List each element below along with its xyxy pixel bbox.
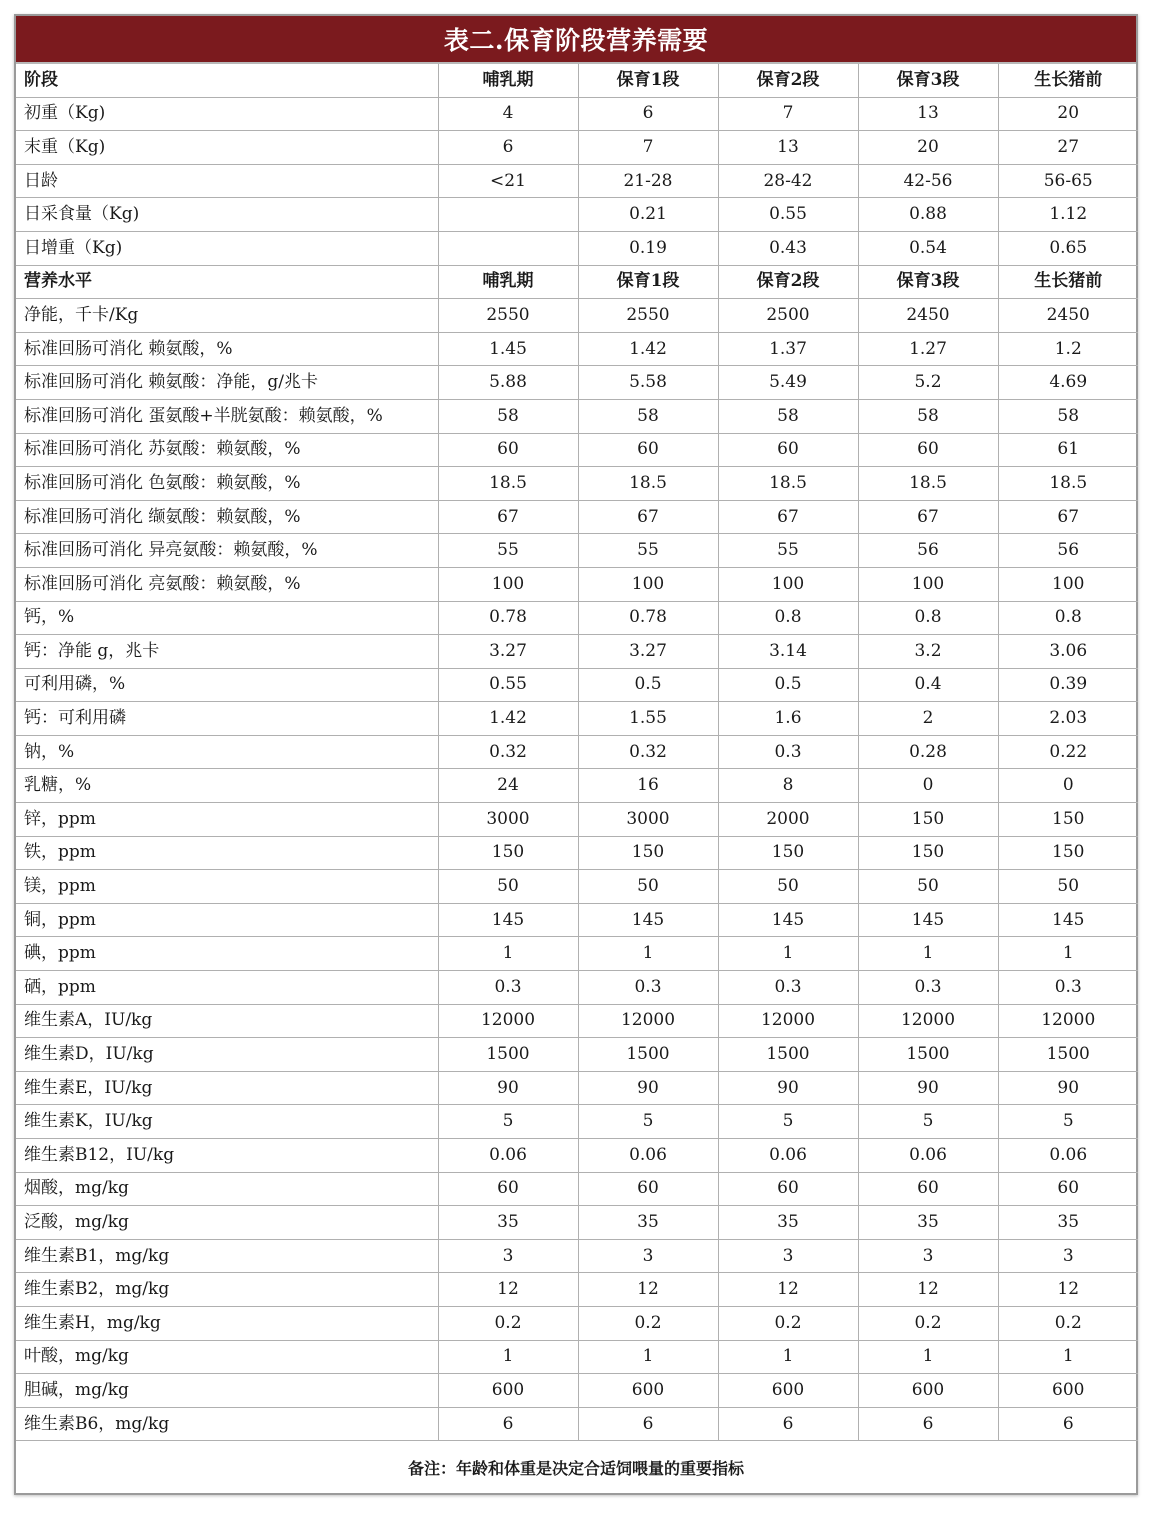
value-cell: 145 bbox=[718, 903, 858, 937]
value-cell: 50 bbox=[578, 870, 718, 904]
value-cell: 150 bbox=[998, 803, 1138, 837]
value-cell: 90 bbox=[998, 1071, 1138, 1105]
value-cell: 0.2 bbox=[438, 1306, 578, 1340]
value-cell: 6 bbox=[858, 1407, 998, 1441]
value-cell: 3.06 bbox=[998, 635, 1138, 669]
row-label-cell: 维生素K，IU/kg bbox=[16, 1105, 438, 1139]
value-cell: 3000 bbox=[578, 803, 718, 837]
row-label-cell: 初重（Kg) bbox=[16, 97, 438, 131]
table-row bbox=[16, 366, 1138, 400]
row-label-cell: 标准回肠可消化 赖氨酸：净能，g/兆卡 bbox=[16, 366, 438, 400]
value-cell: 0.06 bbox=[998, 1139, 1138, 1173]
value-cell: 0.55 bbox=[718, 198, 858, 232]
value-cell: 12 bbox=[438, 1273, 578, 1307]
value-cell: 100 bbox=[438, 567, 578, 601]
table-row bbox=[16, 1306, 1138, 1340]
value-cell: 24 bbox=[438, 769, 578, 803]
value-cell: 42-56 bbox=[858, 164, 998, 198]
value-cell: 1500 bbox=[718, 1038, 858, 1072]
value-cell: 3000 bbox=[438, 803, 578, 837]
value-cell: 6 bbox=[578, 1407, 718, 1441]
row-label-cell: 锌，ppm bbox=[16, 803, 438, 837]
value-cell: 0.3 bbox=[718, 971, 858, 1005]
value-cell: 3 bbox=[998, 1239, 1138, 1273]
value-cell: 0.8 bbox=[998, 601, 1138, 635]
row-label-cell: 营养水平 bbox=[16, 265, 438, 299]
table-row bbox=[16, 299, 1138, 333]
value-cell: 67 bbox=[998, 500, 1138, 534]
value-cell: 12 bbox=[998, 1273, 1138, 1307]
row-label-cell: 标准回肠可消化 亮氨酸：赖氨酸，% bbox=[16, 567, 438, 601]
row-label-cell: 标准回肠可消化 苏氨酸：赖氨酸，% bbox=[16, 433, 438, 467]
value-cell: 0.43 bbox=[718, 231, 858, 265]
row-label-cell: 铁，ppm bbox=[16, 836, 438, 870]
value-cell: 6 bbox=[998, 1407, 1138, 1441]
row-label-cell: 钙：可利用磷 bbox=[16, 702, 438, 736]
header-cell: 保育2段 bbox=[718, 64, 858, 97]
value-cell: 0.65 bbox=[998, 231, 1138, 265]
value-cell: 1.42 bbox=[578, 332, 718, 366]
value-cell: 35 bbox=[998, 1206, 1138, 1240]
value-cell: <21 bbox=[438, 164, 578, 198]
value-cell: 90 bbox=[578, 1071, 718, 1105]
value-cell: 7 bbox=[578, 131, 718, 165]
value-cell: 50 bbox=[438, 870, 578, 904]
value-cell: 60 bbox=[578, 433, 718, 467]
value-cell: 12 bbox=[578, 1273, 718, 1307]
value-cell: 1.2 bbox=[998, 332, 1138, 366]
value-cell: 1 bbox=[718, 1340, 858, 1374]
value-cell: 保育1段 bbox=[578, 265, 718, 299]
table-row bbox=[16, 903, 1138, 937]
value-cell: 5.49 bbox=[718, 366, 858, 400]
table-row bbox=[16, 1206, 1138, 1240]
table-row bbox=[16, 971, 1138, 1005]
value-cell: 12000 bbox=[718, 1004, 858, 1038]
value-cell: 12 bbox=[858, 1273, 998, 1307]
value-cell: 1.37 bbox=[718, 332, 858, 366]
value-cell: 1500 bbox=[998, 1038, 1138, 1072]
value-cell: 600 bbox=[718, 1374, 858, 1408]
value-cell: 60 bbox=[858, 433, 998, 467]
value-cell: 3.14 bbox=[718, 635, 858, 669]
table-body bbox=[16, 64, 1138, 1441]
value-cell: 50 bbox=[998, 870, 1138, 904]
value-cell: 0.8 bbox=[718, 601, 858, 635]
value-cell: 保育3段 bbox=[858, 265, 998, 299]
value-cell: 1 bbox=[718, 937, 858, 971]
table-row bbox=[16, 131, 1138, 165]
row-label-cell: 标准回肠可消化 异亮氨酸：赖氨酸，% bbox=[16, 534, 438, 568]
value-cell: 100 bbox=[578, 567, 718, 601]
value-cell: 1.42 bbox=[438, 702, 578, 736]
value-cell: 1 bbox=[578, 1340, 718, 1374]
value-cell: 56 bbox=[858, 534, 998, 568]
table-row bbox=[16, 702, 1138, 736]
table-row bbox=[16, 870, 1138, 904]
value-cell: 0.54 bbox=[858, 231, 998, 265]
table-frame bbox=[14, 14, 1138, 1495]
value-cell: 60 bbox=[718, 1172, 858, 1206]
value-cell: 1 bbox=[438, 937, 578, 971]
row-label-cell: 镁，ppm bbox=[16, 870, 438, 904]
table-row bbox=[16, 1105, 1138, 1139]
value-cell: 150 bbox=[858, 836, 998, 870]
value-cell: 1500 bbox=[858, 1038, 998, 1072]
value-cell: 20 bbox=[998, 97, 1138, 131]
table-row bbox=[16, 1004, 1138, 1038]
value-cell: 1.12 bbox=[998, 198, 1138, 232]
value-cell: 600 bbox=[858, 1374, 998, 1408]
value-cell: 145 bbox=[438, 903, 578, 937]
header-cell: 哺乳期 bbox=[438, 64, 578, 97]
value-cell: 0.06 bbox=[718, 1139, 858, 1173]
value-cell: 0.3 bbox=[438, 971, 578, 1005]
row-label-cell: 日采食量（Kg) bbox=[16, 198, 438, 232]
value-cell: 16 bbox=[578, 769, 718, 803]
value-cell: 55 bbox=[578, 534, 718, 568]
row-label-cell: 乳糖，% bbox=[16, 769, 438, 803]
value-cell: 0.39 bbox=[998, 668, 1138, 702]
row-label-cell: 维生素E，IU/kg bbox=[16, 1071, 438, 1105]
value-cell: 7 bbox=[718, 97, 858, 131]
value-cell: 生长猪前 bbox=[998, 265, 1138, 299]
value-cell: 0.55 bbox=[438, 668, 578, 702]
value-cell: 60 bbox=[438, 1172, 578, 1206]
table-row bbox=[16, 601, 1138, 635]
table-title: 表二.保育阶段营养需要 bbox=[16, 16, 1136, 64]
value-cell: 5 bbox=[718, 1105, 858, 1139]
value-cell: 0.06 bbox=[858, 1139, 998, 1173]
value-cell: 90 bbox=[438, 1071, 578, 1105]
value-cell: 18.5 bbox=[998, 467, 1138, 501]
row-label-cell: 维生素B1，mg/kg bbox=[16, 1239, 438, 1273]
row-label-cell: 可利用磷，% bbox=[16, 668, 438, 702]
nutrition-table bbox=[16, 64, 1138, 1441]
value-cell: 5 bbox=[578, 1105, 718, 1139]
row-label-cell: 标准回肠可消化 赖氨酸，% bbox=[16, 332, 438, 366]
value-cell: 145 bbox=[858, 903, 998, 937]
value-cell: 0.78 bbox=[438, 601, 578, 635]
value-cell: 1.55 bbox=[578, 702, 718, 736]
value-cell: 28-42 bbox=[718, 164, 858, 198]
value-cell: 0.4 bbox=[858, 668, 998, 702]
table-row bbox=[16, 1340, 1138, 1374]
value-cell: 0.5 bbox=[718, 668, 858, 702]
value-cell: 1500 bbox=[438, 1038, 578, 1072]
value-cell: 2 bbox=[858, 702, 998, 736]
table-row bbox=[16, 500, 1138, 534]
value-cell: 12000 bbox=[858, 1004, 998, 1038]
row-label-cell: 硒，ppm bbox=[16, 971, 438, 1005]
value-cell: 600 bbox=[438, 1374, 578, 1408]
table-row bbox=[16, 836, 1138, 870]
value-cell: 2550 bbox=[438, 299, 578, 333]
header-cell: 阶段 bbox=[16, 64, 438, 97]
value-cell: 12000 bbox=[578, 1004, 718, 1038]
table-row bbox=[16, 198, 1138, 232]
value-cell: 100 bbox=[858, 567, 998, 601]
table-row bbox=[16, 567, 1138, 601]
value-cell: 60 bbox=[998, 1172, 1138, 1206]
value-cell: 0.2 bbox=[578, 1306, 718, 1340]
value-cell: 1 bbox=[858, 1340, 998, 1374]
row-label-cell: 叶酸，mg/kg bbox=[16, 1340, 438, 1374]
row-label-cell: 胆碱，mg/kg bbox=[16, 1374, 438, 1408]
value-cell: 哺乳期 bbox=[438, 265, 578, 299]
value-cell: 0 bbox=[998, 769, 1138, 803]
value-cell: 2550 bbox=[578, 299, 718, 333]
value-cell: 1 bbox=[578, 937, 718, 971]
value-cell: 12000 bbox=[438, 1004, 578, 1038]
value-cell: 2450 bbox=[998, 299, 1138, 333]
row-label-cell: 碘，ppm bbox=[16, 937, 438, 971]
value-cell: 67 bbox=[718, 500, 858, 534]
value-cell: 50 bbox=[858, 870, 998, 904]
value-cell: 600 bbox=[998, 1374, 1138, 1408]
value-cell: 0.06 bbox=[438, 1139, 578, 1173]
table-note: 备注：年龄和体重是决定合适饲喂量的重要指标 bbox=[407, 1458, 744, 1478]
table-row bbox=[16, 534, 1138, 568]
value-cell: 0.28 bbox=[858, 735, 998, 769]
value-cell: 0.06 bbox=[578, 1139, 718, 1173]
value-cell: 56 bbox=[998, 534, 1138, 568]
value-cell: 6 bbox=[578, 97, 718, 131]
value-cell: 8 bbox=[718, 769, 858, 803]
value-cell: 5.2 bbox=[858, 366, 998, 400]
value-cell: 2000 bbox=[718, 803, 858, 837]
value-cell: 150 bbox=[578, 836, 718, 870]
value-cell: 0.5 bbox=[578, 668, 718, 702]
table-row bbox=[16, 668, 1138, 702]
value-cell: 35 bbox=[578, 1206, 718, 1240]
row-label-cell: 净能，千卡/Kg bbox=[16, 299, 438, 333]
row-label-cell: 标准回肠可消化 缬氨酸：赖氨酸，% bbox=[16, 500, 438, 534]
value-cell: 55 bbox=[438, 534, 578, 568]
value-cell: 4 bbox=[438, 97, 578, 131]
value-cell: 0.3 bbox=[858, 971, 998, 1005]
value-cell: 3 bbox=[858, 1239, 998, 1273]
value-cell: 3 bbox=[718, 1239, 858, 1273]
row-label-cell: 维生素A，IU/kg bbox=[16, 1004, 438, 1038]
value-cell: 1500 bbox=[578, 1038, 718, 1072]
row-label-cell: 维生素H，mg/kg bbox=[16, 1306, 438, 1340]
row-label-cell: 维生素B12，IU/kg bbox=[16, 1139, 438, 1173]
value-cell: 0.3 bbox=[998, 971, 1138, 1005]
value-cell: 6 bbox=[438, 131, 578, 165]
value-cell: 0.3 bbox=[718, 735, 858, 769]
table-row bbox=[16, 399, 1138, 433]
value-cell: 4.69 bbox=[998, 366, 1138, 400]
value-cell: 18.5 bbox=[718, 467, 858, 501]
value-cell: 12000 bbox=[998, 1004, 1138, 1038]
value-cell: 1 bbox=[998, 937, 1138, 971]
value-cell: 3.27 bbox=[438, 635, 578, 669]
table-row bbox=[16, 735, 1138, 769]
row-label-cell: 标准回肠可消化 蛋氨酸+半胱氨酸：赖氨酸，% bbox=[16, 399, 438, 433]
table-row bbox=[16, 164, 1138, 198]
value-cell: 35 bbox=[858, 1206, 998, 1240]
row-label-cell: 烟酸，mg/kg bbox=[16, 1172, 438, 1206]
value-cell: 0 bbox=[858, 769, 998, 803]
value-cell: 5.88 bbox=[438, 366, 578, 400]
table-row bbox=[16, 97, 1138, 131]
value-cell: 0.22 bbox=[998, 735, 1138, 769]
row-label-cell: 维生素B6，mg/kg bbox=[16, 1407, 438, 1441]
table-row bbox=[16, 231, 1138, 265]
row-label-cell: 日增重（Kg) bbox=[16, 231, 438, 265]
header-cell: 保育1段 bbox=[578, 64, 718, 97]
value-cell: 5 bbox=[998, 1105, 1138, 1139]
row-label-cell: 钠，% bbox=[16, 735, 438, 769]
value-cell: 67 bbox=[858, 500, 998, 534]
value-cell bbox=[438, 231, 578, 265]
value-cell: 5.58 bbox=[578, 366, 718, 400]
header-cell: 生长猪前 bbox=[998, 64, 1138, 97]
value-cell bbox=[438, 198, 578, 232]
value-cell: 6 bbox=[718, 1407, 858, 1441]
value-cell: 56-65 bbox=[998, 164, 1138, 198]
value-cell: 12 bbox=[718, 1273, 858, 1307]
row-label-cell: 泛酸，mg/kg bbox=[16, 1206, 438, 1240]
value-cell: 18.5 bbox=[858, 467, 998, 501]
value-cell: 0.78 bbox=[578, 601, 718, 635]
value-cell: 150 bbox=[438, 836, 578, 870]
value-cell: 2450 bbox=[858, 299, 998, 333]
value-cell: 27 bbox=[998, 131, 1138, 165]
value-cell: 60 bbox=[858, 1172, 998, 1206]
value-cell: 2500 bbox=[718, 299, 858, 333]
row-label-cell: 日龄 bbox=[16, 164, 438, 198]
row-label-cell: 维生素B2，mg/kg bbox=[16, 1273, 438, 1307]
value-cell: 18.5 bbox=[578, 467, 718, 501]
value-cell: 保育2段 bbox=[718, 265, 858, 299]
value-cell: 60 bbox=[718, 433, 858, 467]
value-cell: 1 bbox=[438, 1340, 578, 1374]
table-row bbox=[16, 1038, 1138, 1072]
value-cell: 150 bbox=[718, 836, 858, 870]
value-cell: 60 bbox=[578, 1172, 718, 1206]
table-row bbox=[16, 937, 1138, 971]
value-cell: 58 bbox=[718, 399, 858, 433]
header-cell: 保育3段 bbox=[858, 64, 998, 97]
value-cell: 145 bbox=[998, 903, 1138, 937]
value-cell: 150 bbox=[858, 803, 998, 837]
value-cell: 5 bbox=[858, 1105, 998, 1139]
row-label-cell: 铜，ppm bbox=[16, 903, 438, 937]
value-cell: 58 bbox=[438, 399, 578, 433]
value-cell: 13 bbox=[718, 131, 858, 165]
value-cell: 35 bbox=[438, 1206, 578, 1240]
value-cell: 1 bbox=[858, 937, 998, 971]
value-cell: 6 bbox=[438, 1407, 578, 1441]
value-cell: 50 bbox=[718, 870, 858, 904]
table-row bbox=[16, 1407, 1138, 1441]
value-cell: 0.2 bbox=[718, 1306, 858, 1340]
table-row bbox=[16, 1273, 1138, 1307]
value-cell: 67 bbox=[438, 500, 578, 534]
value-cell: 3 bbox=[578, 1239, 718, 1273]
value-cell: 90 bbox=[718, 1071, 858, 1105]
value-cell: 1.27 bbox=[858, 332, 998, 366]
value-cell: 100 bbox=[718, 567, 858, 601]
row-label-cell: 标准回肠可消化 色氨酸：赖氨酸，% bbox=[16, 467, 438, 501]
value-cell: 0.88 bbox=[858, 198, 998, 232]
table-row bbox=[16, 1139, 1138, 1173]
value-cell: 100 bbox=[998, 567, 1138, 601]
value-cell: 1.6 bbox=[718, 702, 858, 736]
value-cell: 1 bbox=[998, 1340, 1138, 1374]
value-cell: 58 bbox=[858, 399, 998, 433]
table-header-row bbox=[16, 64, 1138, 97]
table-row bbox=[16, 332, 1138, 366]
value-cell: 35 bbox=[718, 1206, 858, 1240]
value-cell: 21-28 bbox=[578, 164, 718, 198]
value-cell: 145 bbox=[578, 903, 718, 937]
value-cell: 67 bbox=[578, 500, 718, 534]
table-row bbox=[16, 1239, 1138, 1273]
table-row bbox=[16, 769, 1138, 803]
table-row bbox=[16, 1071, 1138, 1105]
value-cell: 55 bbox=[718, 534, 858, 568]
table-row bbox=[16, 803, 1138, 837]
value-cell: 90 bbox=[858, 1071, 998, 1105]
value-cell: 0.2 bbox=[998, 1306, 1138, 1340]
value-cell: 1.45 bbox=[438, 332, 578, 366]
value-cell: 3 bbox=[438, 1239, 578, 1273]
value-cell: 61 bbox=[998, 433, 1138, 467]
value-cell: 58 bbox=[578, 399, 718, 433]
value-cell: 58 bbox=[998, 399, 1138, 433]
value-cell: 18.5 bbox=[438, 467, 578, 501]
value-cell: 0.32 bbox=[438, 735, 578, 769]
value-cell: 3.27 bbox=[578, 635, 718, 669]
value-cell: 5 bbox=[438, 1105, 578, 1139]
table-row bbox=[16, 1172, 1138, 1206]
value-cell: 0.2 bbox=[858, 1306, 998, 1340]
value-cell: 0.19 bbox=[578, 231, 718, 265]
row-label-cell: 末重（Kg) bbox=[16, 131, 438, 165]
value-cell: 13 bbox=[858, 97, 998, 131]
value-cell: 0.32 bbox=[578, 735, 718, 769]
row-label-cell: 钙：净能 g，兆卡 bbox=[16, 635, 438, 669]
value-cell: 0.21 bbox=[578, 198, 718, 232]
table-row bbox=[16, 433, 1138, 467]
table-row bbox=[16, 467, 1138, 501]
value-cell: 0.8 bbox=[858, 601, 998, 635]
table-subheader-row bbox=[16, 265, 1138, 299]
value-cell: 150 bbox=[998, 836, 1138, 870]
value-cell: 600 bbox=[578, 1374, 718, 1408]
value-cell: 20 bbox=[858, 131, 998, 165]
value-cell: 60 bbox=[438, 433, 578, 467]
value-cell: 2.03 bbox=[998, 702, 1138, 736]
table-row bbox=[16, 635, 1138, 669]
value-cell: 3.2 bbox=[858, 635, 998, 669]
row-label-cell: 钙，% bbox=[16, 601, 438, 635]
table-row bbox=[16, 1374, 1138, 1408]
value-cell: 0.3 bbox=[578, 971, 718, 1005]
row-label-cell: 维生素D，IU/kg bbox=[16, 1038, 438, 1072]
